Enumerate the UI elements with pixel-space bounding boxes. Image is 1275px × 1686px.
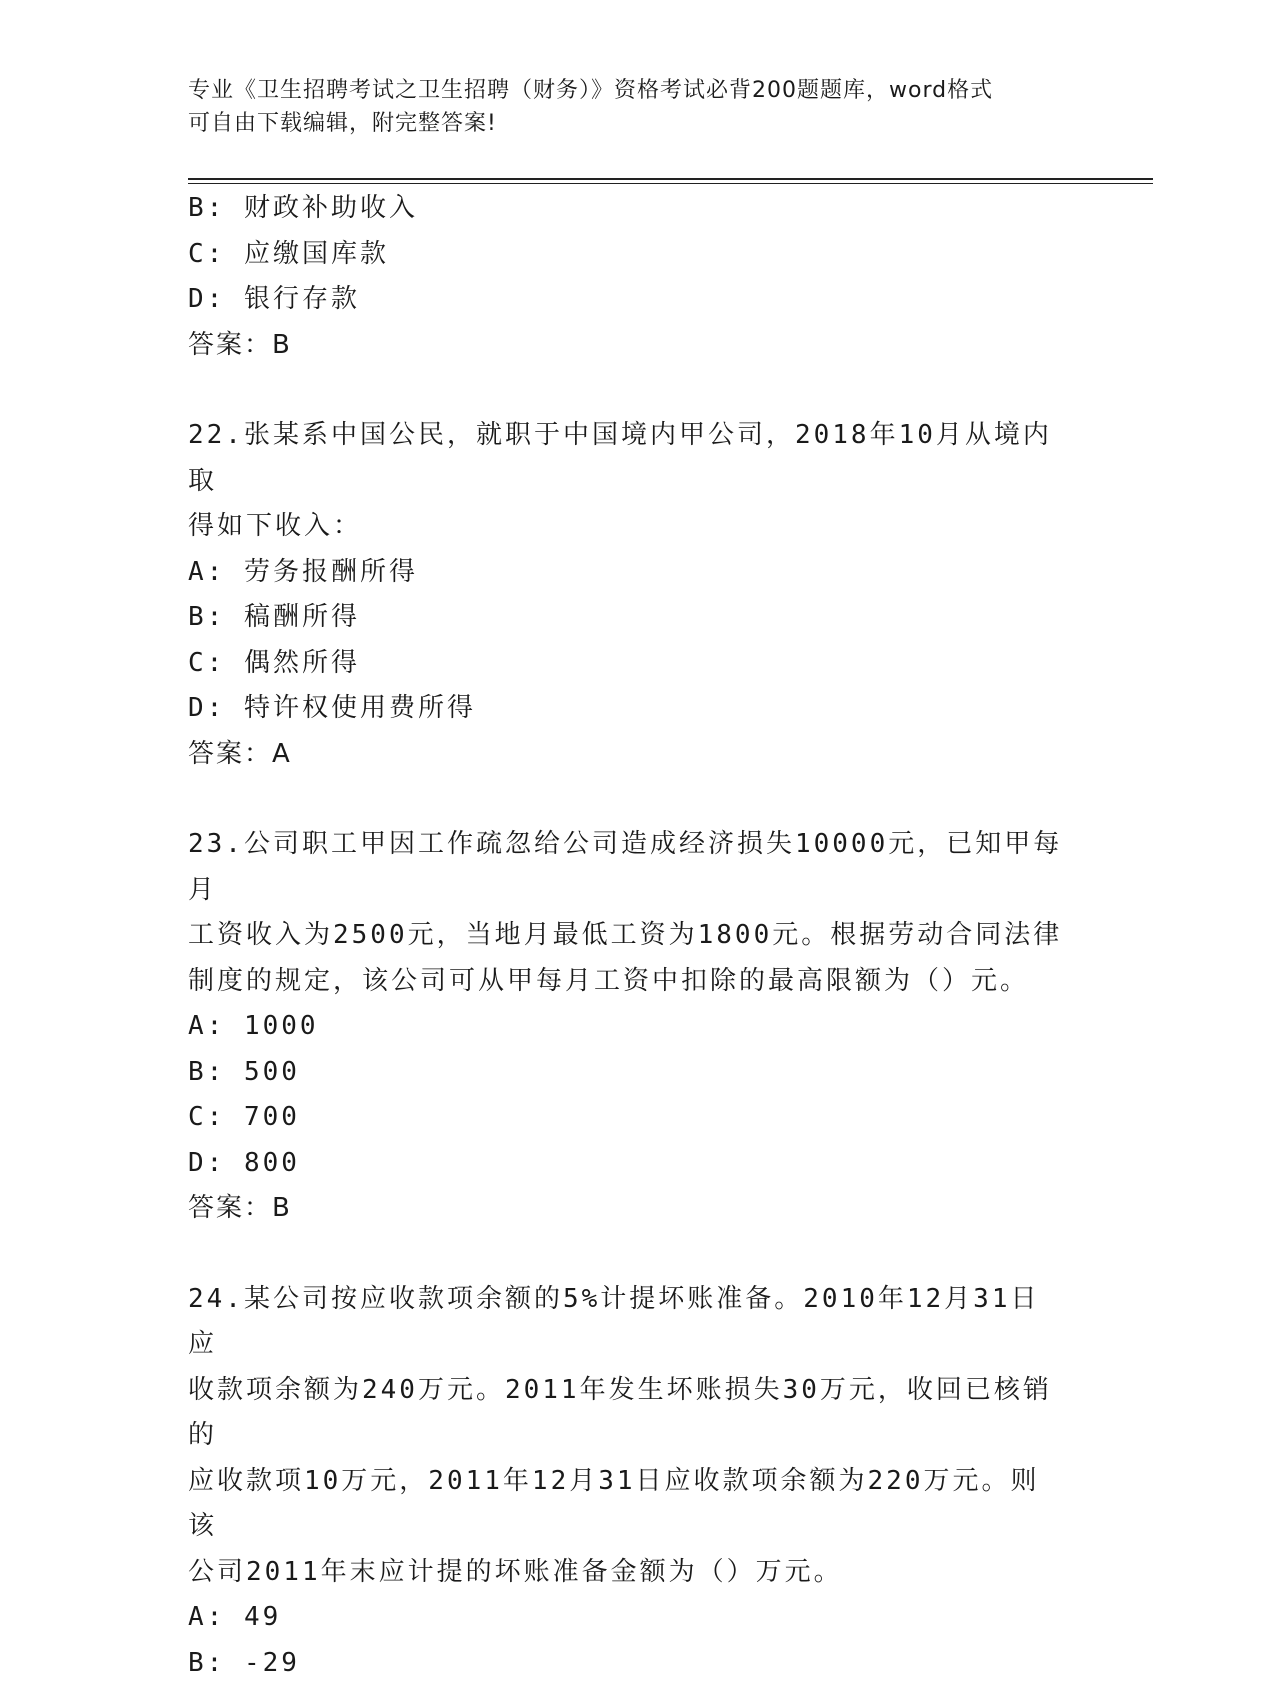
option-b: B: 稿酬所得 xyxy=(188,595,1088,641)
question-stem-line: 工资收入为2500元，当地月最低工资为1800元。根据劳动合同法律 xyxy=(188,913,1068,959)
option-a: A: 劳务报酬所得 xyxy=(188,550,1088,596)
question-spacer xyxy=(188,368,1088,413)
question-21 xyxy=(188,186,1088,368)
question-stem-line: 24.某公司按应收款项余额的5%计提坏账准备。2010年12月31日应 xyxy=(188,1277,1068,1368)
question-spacer xyxy=(188,1232,1088,1277)
document-header xyxy=(188,74,1068,140)
answer: 答案：B xyxy=(188,1186,1088,1232)
option-c: C: 700 xyxy=(188,1095,1088,1141)
option-a: A: 1000 xyxy=(188,1004,1088,1050)
question-spacer xyxy=(188,777,1088,822)
answer: 答案：A xyxy=(188,732,1088,778)
question-stem-line: 制度的规定，该公司可从甲每月工资中扣除的最高限额为（）元。 xyxy=(188,959,1068,1005)
question-22 xyxy=(188,413,1088,777)
question-content xyxy=(188,186,1088,1686)
option-c: C: 应缴国库款 xyxy=(188,232,1088,278)
question-23 xyxy=(188,822,1088,1232)
option-d: D: 特许权使用费所得 xyxy=(188,686,1088,732)
question-stem-line: 收款项余额为240万元。2011年发生坏账损失30万元，收回已核销的 xyxy=(188,1368,1068,1459)
option-c: C: 偶然所得 xyxy=(188,641,1088,687)
option-a: A: 49 xyxy=(188,1595,1088,1641)
question-stem-line: 22.张某系中国公民，就职于中国境内甲公司，2018年10月从境内取 xyxy=(188,413,1068,504)
option-b: B: 财政补助收入 xyxy=(188,186,1088,232)
option-d: D: 银行存款 xyxy=(188,277,1088,323)
header-title-line-1: 专业《卫生招聘考试之卫生招聘（财务）》资格考试必背200题题库，word格式 xyxy=(188,74,1068,107)
option-b: B: -29 xyxy=(188,1641,1088,1686)
question-stem-line: 得如下收入： xyxy=(188,504,1068,550)
option-d: D: 800 xyxy=(188,1141,1088,1187)
question-stem-line: 应收款项10万元，2011年12月31日应收款项余额为220万元。则该 xyxy=(188,1459,1068,1550)
header-divider-thin xyxy=(188,183,1153,184)
answer: 答案：B xyxy=(188,323,1088,369)
question-24 xyxy=(188,1277,1088,1686)
header-divider-thick xyxy=(188,178,1153,180)
question-stem-line: 23.公司职工甲因工作疏忽给公司造成经济损失10000元，已知甲每月 xyxy=(188,822,1068,913)
header-title-line-2: 可自由下载编辑，附完整答案! xyxy=(188,107,1068,140)
question-stem-line: 公司2011年末应计提的坏账准备金额为（）万元。 xyxy=(188,1550,1068,1596)
option-b: B: 500 xyxy=(188,1050,1088,1096)
